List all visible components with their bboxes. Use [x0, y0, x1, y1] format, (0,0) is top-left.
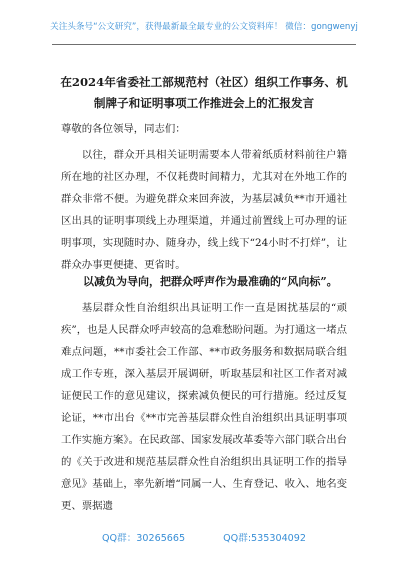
- footer-qq-group-1: QQ群：30265665: [102, 533, 186, 544]
- paragraph-1: [61, 144, 347, 276]
- footer-qq-group-2: QQ群:535304092: [223, 533, 306, 544]
- header-divider: [52, 44, 356, 45]
- footer: [0, 530, 408, 544]
- header-promo-note: 关注头条号“公文研究”，获得最新最全最专业的公文资料库！ 微信：gongwenyj: [50, 22, 358, 32]
- greeting: [61, 118, 347, 140]
- paragraph-2: [61, 297, 347, 517]
- paragraph-2-text: 基层群众性自治组织出具证明工作一直是困扰基层的“顽疾”，也是人民群众呼声较高的急难愁盼问题。为打通这一堵点难点问题，**市委社会工作部、**市政务服务和数据局联合组成工作专班，深入基层开展调研，听取基层和社区工作者对减证便民工作的意见建议，探索减负便民的可行措施。经过反复论证，**市出台《**市完善基层群众性自治组织出具证明事项工作实施方案》。在民政部、国家发展改革委等六部门联合出台的《关于改进和规范基层群众性自治组织出具证明工作的指导意见》基础上，率先新增“同属一人、生育登记、收入、地名变更、票据遗: [61, 302, 347, 512]
- greeting-text: 尊敬的各位领导，同志们：: [61, 123, 186, 135]
- paragraph-1-text: 以往，群众开具相关证明需要本人带着纸质材料前往户籍所在地的社区办理，不仅耗费时间精力，尤其对在外地工作的群众非常不便。为避免群众来回奔波，为基层减负**市开通社区出具的证明事项线上办理渠道，并通过前置线上可办理的证明事项，实现随时办、随身办，线上线下“24小时不打烊”，让群众办事更便捷、更省时。: [61, 149, 347, 271]
- document-title: 在2024年省委社工部规范村（社区）组织工作事务、机制牌子和证明事项工作推进会上的汇报发言: [60, 75, 348, 110]
- section-heading-1: 以减负为导向，把群众呼声作为最准确的“风向标”。: [83, 275, 338, 288]
